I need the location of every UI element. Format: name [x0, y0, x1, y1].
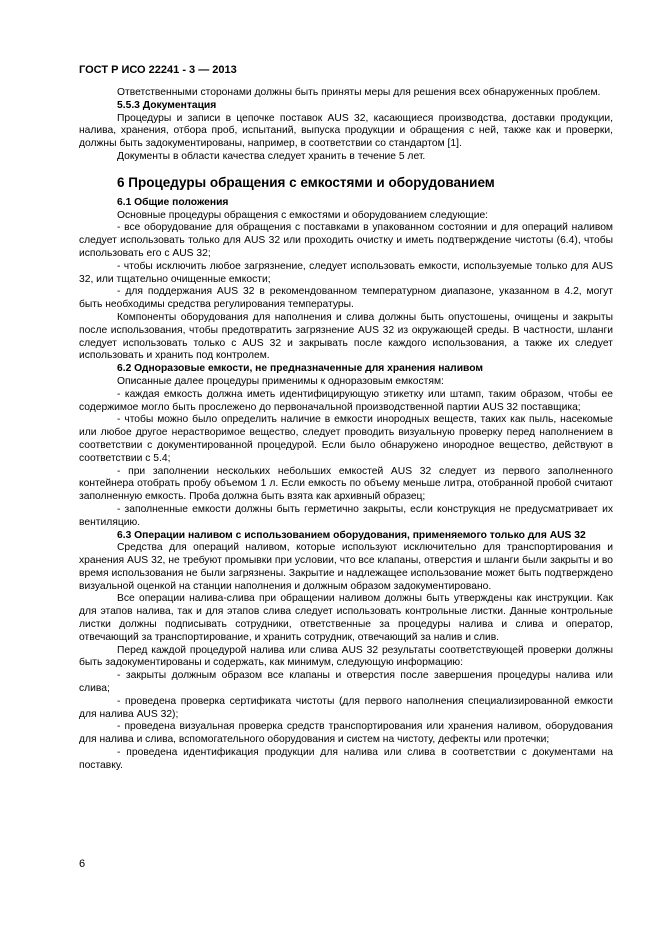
paragraph: Основные процедуры обращения с емкостями и оборудованием следующие:	[117, 209, 489, 221]
paragraph: Документы в области качества следует хранить в течение 5 лет.	[117, 150, 426, 162]
paragraph: Ответственными сторонами должны быть приняты меры для решения всех обнаруженных проблем.	[117, 87, 601, 98]
list-item: - чтобы можно было определить наличие в емкости инородных веществ, таких как пыль, насекомые или любое другое нерастворимое вещество, следует проводить визуальную проверку перед наполнением в соответствии с документированной процедурой. Если было обнаружено инородное вещество, действуют в соответствии с 5.4;	[79, 414, 613, 464]
paragraph: Процедуры и записи в цепочке поставок AUS 32, касающиеся производства, доставки продукции, налива, хранения, отбора проб, испытаний, выпуска продукции и обращения с ней, также как и проверки, должны быть задокументированы, например, в соответствии со стандартом [1].	[79, 112, 613, 150]
section-heading-6-3: 6.3 Операции наливом с использованием оборудования, применяемого только для AUS 32	[117, 529, 586, 541]
paragraph: Средства для операций наливом, которые используют исключительно для транспортирования и хранения AUS 32, не требуют промывки при условии, что все клапаны, отверстия и шланги были закрыты и во время использования не были загрязнены. Закрытие и надлежащее использование может быть подтверждено визуальной оценкой на станции наполнения и должным образом задокументировано.	[79, 542, 613, 592]
paragraph: Компоненты оборудования для наполнения и слива должны быть опустошены, очищены и закрыты после использования, чтобы предотвратить загрязнение AUS 32 из окружающей среды. В частности, шланги следует использовать только с AUS 32 и закрывать после каждого использования, а также их следует использовать и хранить под контролем.	[79, 311, 613, 362]
page-content	[79, 87, 613, 773]
list-item: - проведена проверка сертификата чистоты (для первого наполнения специализированной емкости для налива AUS 32);	[79, 695, 613, 720]
list-item: - проведена визуальная проверка средств транспортирования или хранения наливом, оборудования для налива и слива, вспомогательного оборудования и систем на чистоту, дефекты или протечки;	[79, 721, 613, 746]
paragraph: Описанные далее процедуры применимы к одноразовым емкостям:	[117, 375, 444, 387]
list-item: - для поддержания AUS 32 в рекомендованном температурном диапазоне, указанном в 4.2, могут быть необходимы средства регулирования температуры.	[79, 286, 613, 311]
section-heading-5-5-3: 5.5.3 Документация	[117, 99, 217, 111]
section-heading-6: 6 Процедуры обращения с емкостями и оборудованием	[117, 174, 495, 190]
section-heading-6-2: 6.2 Одноразовые емкости, не предназначенные для хранения наливом	[117, 363, 483, 375]
list-item: - чтобы исключить любое загрязнение, следует использовать емкости, используемые только для AUS 32, или тщательно очищенные емкости;	[79, 260, 613, 285]
list-item: - заполненные емкости должны быть герметично закрыты, если конструкция не предусматривает их вентиляцию.	[79, 503, 613, 528]
paragraph: Все операции налива-слива при обращении наливом должны быть утверждены как инструкции. Как для этапов налива, так и для этапов слива следует использовать контрольные листки. Данные контрольные листки должны подписывать сотрудники, ответственные за процедуры налива и слива и оператор, отвечающий за транспортирование, и хранить сотрудник, отвечающий за налив и слив.	[79, 593, 613, 643]
page-number: 6	[79, 858, 86, 870]
list-item: - каждая емкость должна иметь идентифицирующую этикетку или штамп, таким образом, чтобы ее содержимое могло быть прослежено до первоначальной производственной партии AUS 32 поставщика;	[79, 388, 613, 413]
list-item: - закрыты должным образом все клапаны и отверстия после завершения процедуры налива или слива;	[79, 670, 613, 695]
list-item: - проведена идентификация продукции для налива или слива в соответствии с документами на поставку.	[79, 747, 613, 771]
section-heading-6-1: 6.1 Общие положения	[117, 196, 229, 208]
list-item: - все оборудование для обращения с поставками в упакованном состоянии и для операций наливом следует использовать только для AUS 32 или проходить очистку и иметь подтверждение чистоты (6.4), чтобы использовать его с AUS 32;	[79, 222, 613, 259]
list-item: - при заполнении нескольких небольших емкостей AUS 32 следует из первого заполненного контейнера отобрать пробу объемом 1 л. Если емкость по объему меньше литра, отобранной пробой считают заполненную емкость. Проба должна быть взята как архивный образец;	[79, 465, 613, 503]
paragraph: Перед каждой процедурой налива или слива AUS 32 результаты соответствующей проверки должны быть задокументированы и содержать, как минимум, следующую информацию:	[79, 644, 613, 669]
document-header: ГОСТ Р ИСО 22241 - 3 — 2013	[79, 64, 237, 76]
